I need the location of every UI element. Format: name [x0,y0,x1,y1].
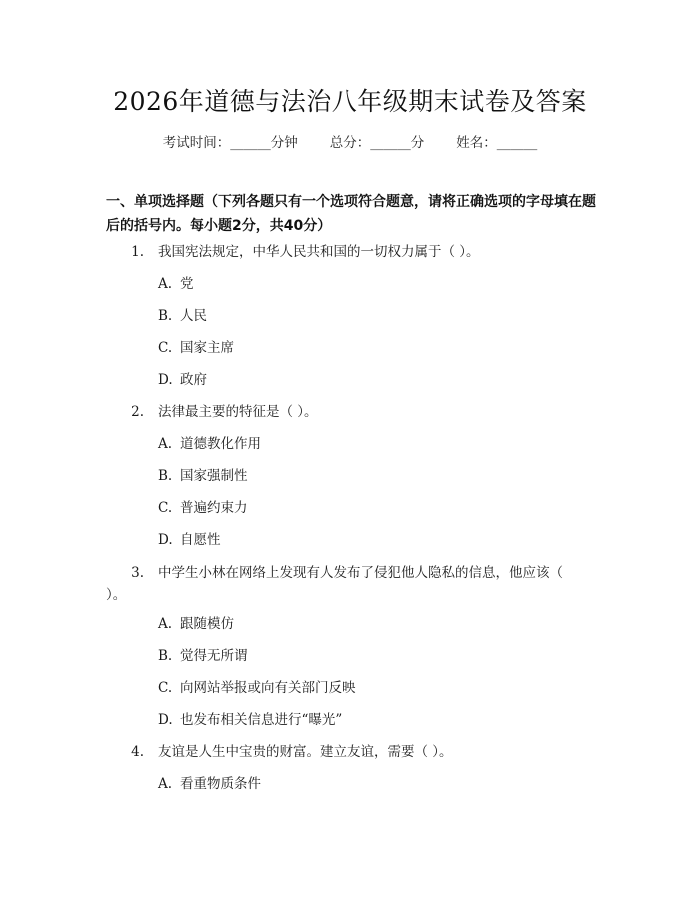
option-letter: A. [158,276,173,292]
question-4 [106,741,596,763]
option-letter: D. [158,532,173,548]
option-letter: A. [158,776,173,792]
option-letter: C. [158,500,173,516]
option-text: 也发布相关信息进行“曝光” [180,712,343,728]
option-letter: D. [158,372,173,388]
option-2b [158,466,248,486]
option-text: 国家强制性 [180,468,248,484]
question-number: 3. [131,565,144,581]
option-text: 政府 [180,372,207,388]
question-number: 1. [131,244,144,260]
option-text: 自愿性 [180,532,221,548]
option-3c [158,678,356,698]
question-text: 法律最主要的特征是（ ）。 [158,404,318,420]
option-1b [158,306,207,326]
option-3a [158,614,234,634]
question-1 [106,241,596,263]
option-3d [158,710,342,730]
option-letter: C. [158,680,173,696]
option-2c [158,498,248,518]
question-text: 我国宪法规定，中华人民共和国的一切权力属于（ ）。 [158,244,480,260]
option-text: 党 [180,276,194,292]
option-letter: B. [158,648,173,664]
option-letter: B. [158,468,173,484]
option-letter: C. [158,340,173,356]
question-3 [106,562,566,606]
option-letter: A. [158,436,173,452]
option-text: 人民 [180,308,207,324]
question-number: 2. [131,404,144,420]
option-4a [158,774,261,794]
option-text: 道德教化作用 [180,436,261,452]
option-letter: B. [158,308,173,324]
section-header: 一、单项选择题（下列各题只有一个选项符合题意，请将正确选项的字母填在题后的括号内。每小题2分，共40分） [106,194,596,234]
option-letter: D. [158,712,173,728]
option-letter: A. [158,616,173,632]
option-text: 普遍约束力 [180,500,248,516]
option-1d [158,370,207,390]
question-text: 中学生小林在网络上发现有人发布了侵犯他人隐私的信息，他应该（ ）。 [106,565,563,603]
option-text: 国家主席 [180,340,234,356]
option-1c [158,338,234,358]
question-text: 友谊是人生中宝贵的财富。建立友谊，需要（ ）。 [158,744,453,760]
option-text: 看重物质条件 [180,776,261,792]
option-text: 向网站举报或向有关部门反映 [180,680,356,696]
option-2d [158,530,221,550]
total-score-field: 总分：______分 [329,135,425,151]
option-text: 觉得无所谓 [180,648,248,664]
option-3b [158,646,248,666]
exam-time-field: 考试时间：______分钟 [162,135,298,151]
page-title: 2026年道德与法治八年级期末试卷及答案 [113,87,587,116]
option-1a [158,274,194,294]
exam-info-line [0,131,700,151]
student-name-field: 姓名：______ [456,135,538,151]
option-2a [158,434,261,454]
option-text: 跟随模仿 [180,616,234,632]
question-2 [106,401,596,423]
question-number: 4. [131,744,144,760]
